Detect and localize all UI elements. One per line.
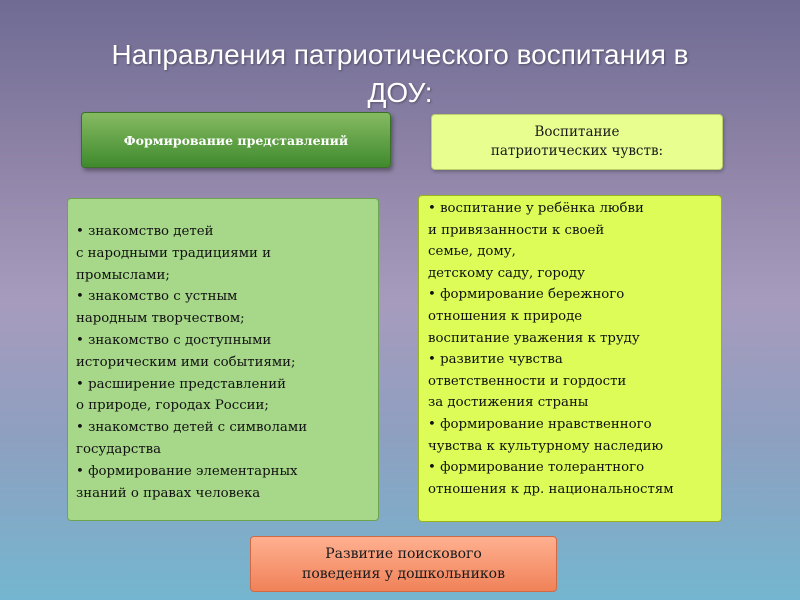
left-panel-line: знаний о правах человека bbox=[76, 485, 261, 501]
right-panel-line: и привязанности к своей bbox=[428, 222, 605, 238]
header-patriotic-feelings-line-2: патриотических чувств: bbox=[490, 143, 664, 159]
right-panel-line: отношения к др. национальностям bbox=[428, 481, 674, 497]
right-content-panel bbox=[418, 195, 722, 522]
left-panel-line: с народными традициями и bbox=[76, 245, 271, 261]
left-panel-line: народным творчеством; bbox=[76, 311, 245, 327]
left-panel-line: промыслами; bbox=[76, 267, 170, 283]
footer-search-behavior bbox=[250, 536, 557, 592]
left-panel-line: • знакомство с устным bbox=[76, 289, 238, 305]
footer-line-2: поведения у дошкольников bbox=[302, 566, 505, 582]
left-panel-line: • знакомство детей с символами bbox=[76, 420, 308, 436]
left-panel-line: • расширение представлений bbox=[76, 376, 286, 392]
header-formation-of-ideas bbox=[81, 112, 391, 168]
right-panel-line: • формирование толерантного bbox=[428, 460, 645, 476]
left-panel-line: историческим ими событиями; bbox=[76, 354, 296, 370]
left-panel-line: государства bbox=[76, 441, 162, 457]
right-panel-line: детскому саду, городу bbox=[428, 265, 585, 281]
header-patriotic-feelings bbox=[431, 114, 723, 170]
right-panel-line: • развитие чувства bbox=[428, 352, 563, 368]
header-patriotic-feelings-line-1: Воспитание bbox=[534, 124, 620, 140]
right-panel-line: чувства к культурному наследию bbox=[428, 438, 664, 454]
right-panel-line: • формирование нравственного bbox=[428, 416, 652, 432]
right-panel-line: • воспитание у ребёнка любви bbox=[428, 201, 644, 216]
right-panel-line: воспитание уважения к труду bbox=[428, 330, 640, 346]
slide-title bbox=[60, 36, 740, 112]
left-content-panel bbox=[67, 198, 379, 521]
right-panel-line: • формирование бережного bbox=[428, 287, 625, 303]
footer-line-1: Развитие поискового bbox=[325, 546, 482, 562]
left-panel-line: • знакомство детей bbox=[76, 224, 214, 239]
header-formation-of-ideas-label: Формирование представлений bbox=[123, 132, 349, 148]
slide-title-line-1: Направления патриотического воспитания в bbox=[111, 39, 689, 70]
left-panel-line: о природе, городах России; bbox=[76, 398, 269, 414]
right-panel-line: за достижения страны bbox=[428, 395, 589, 411]
slide-title-line-2: ДОУ: bbox=[367, 77, 433, 108]
right-panel-line: семье, дому, bbox=[428, 244, 516, 260]
left-panel-line: • формирование элементарных bbox=[76, 463, 298, 479]
left-panel-line: • знакомство с доступными bbox=[76, 332, 272, 348]
right-panel-line: отношения к природе bbox=[428, 308, 583, 324]
right-panel-line: ответственности и гордости bbox=[428, 373, 627, 389]
